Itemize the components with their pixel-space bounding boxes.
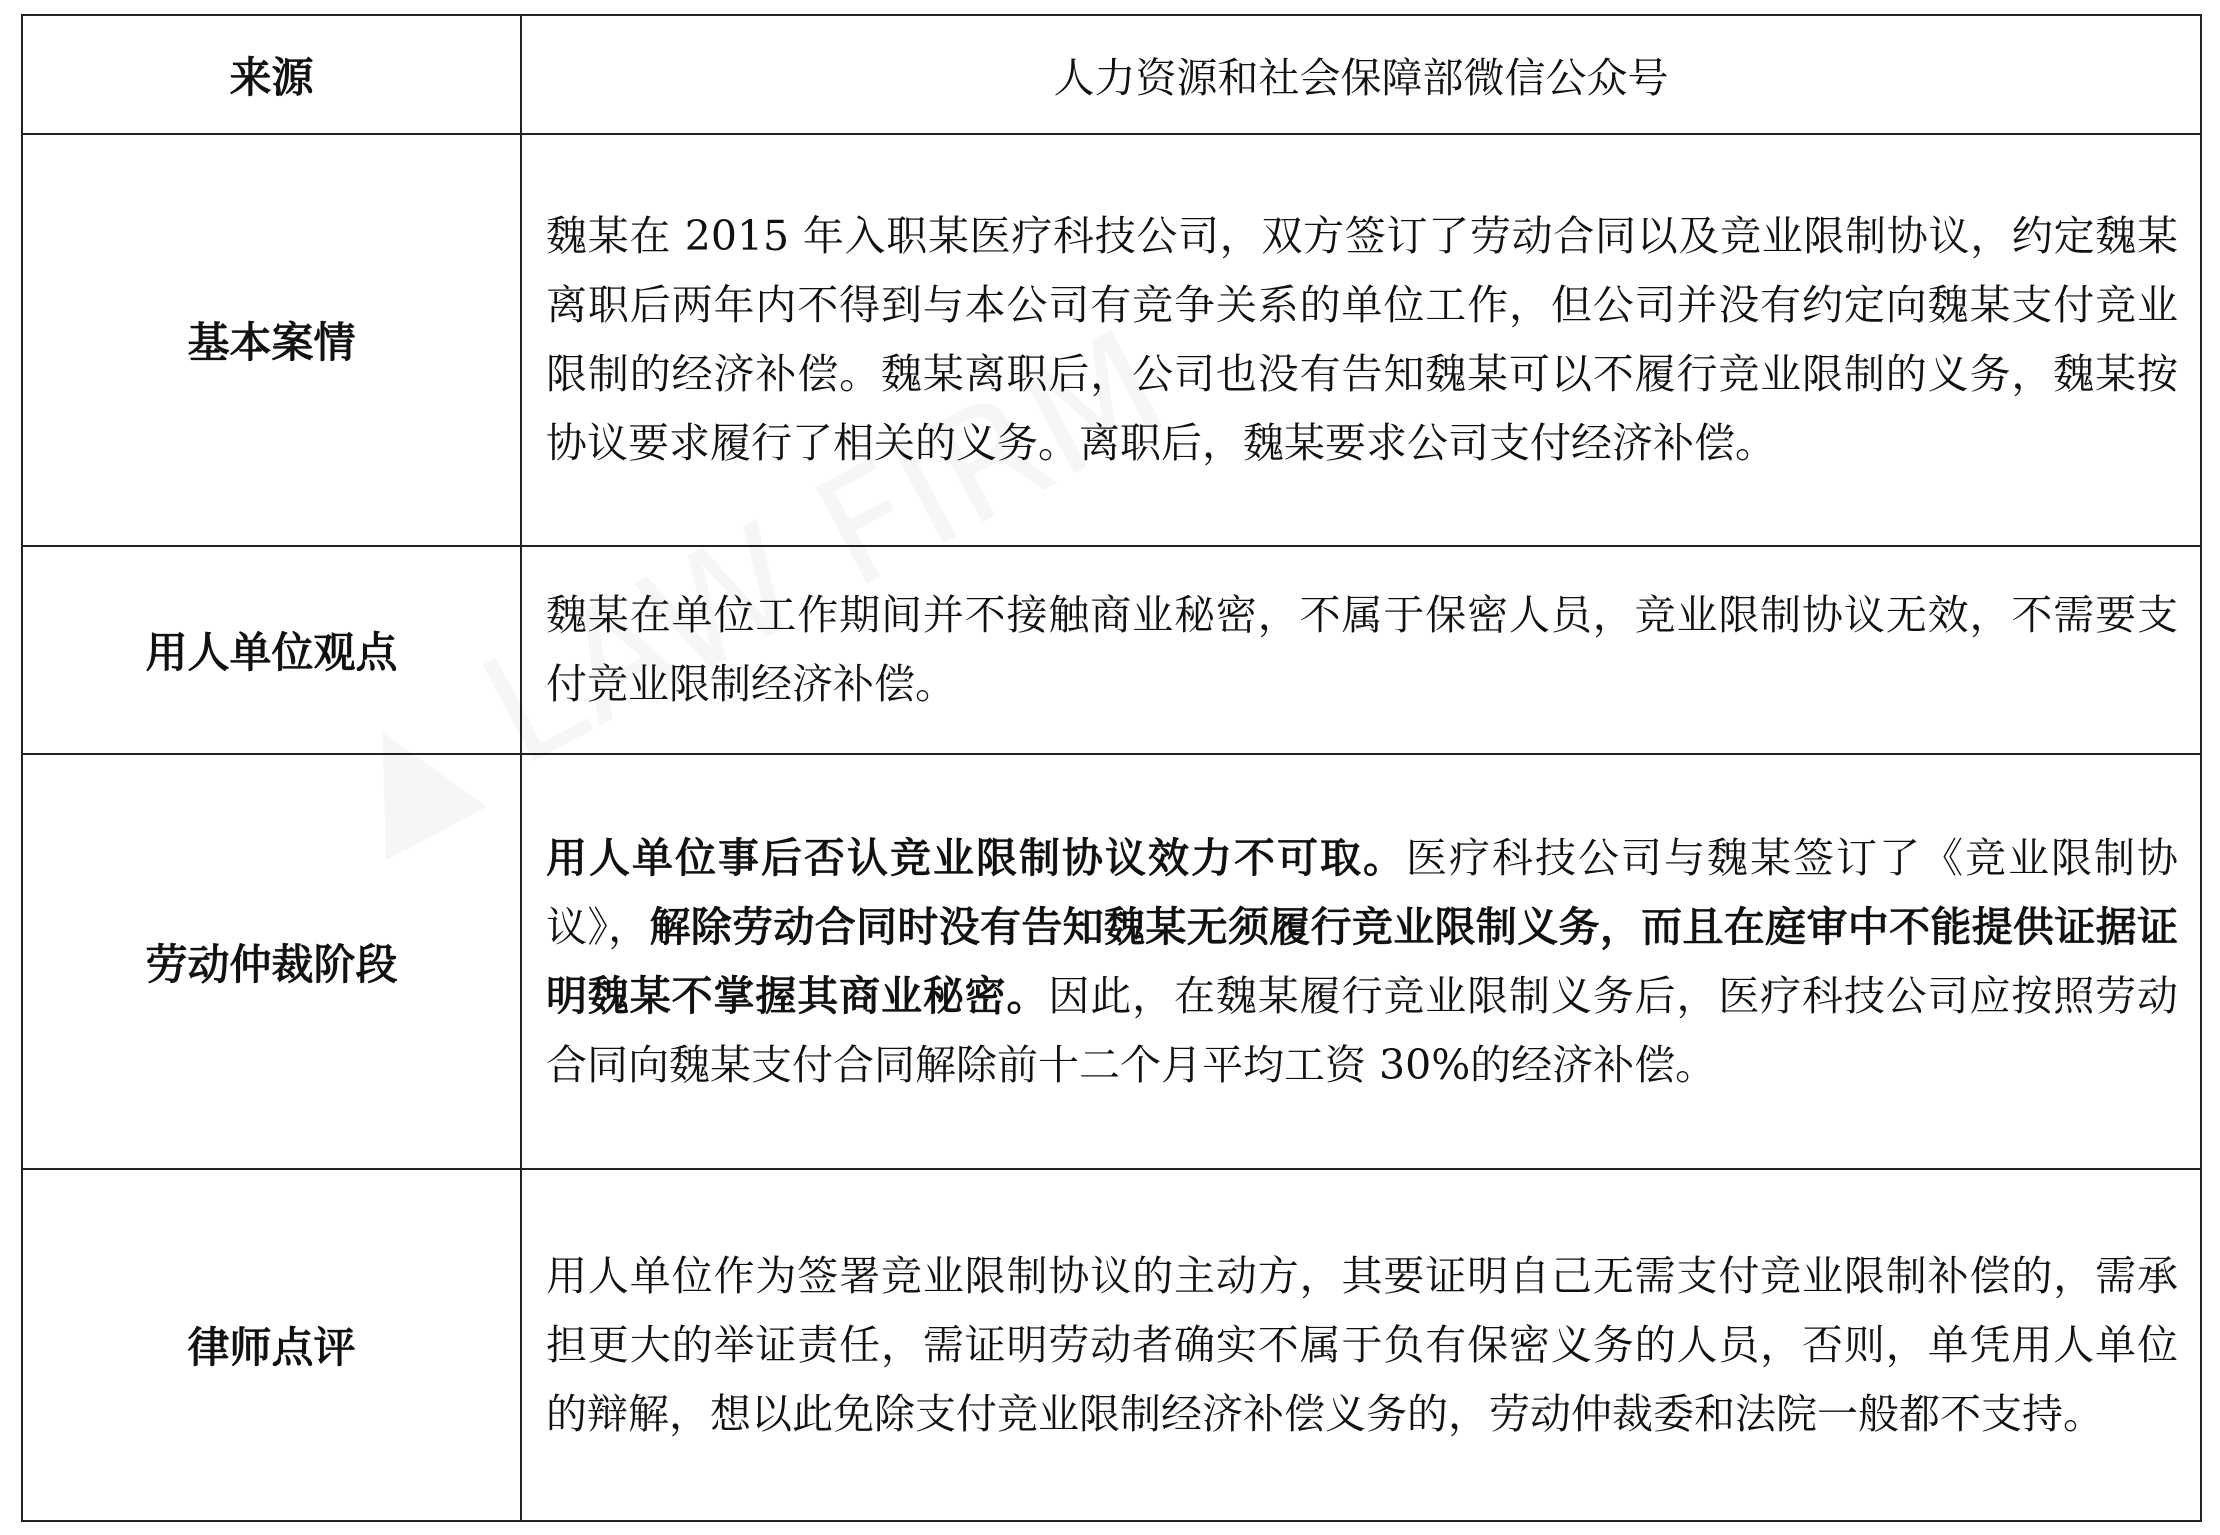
- row-label: 用人单位观点: [22, 546, 521, 754]
- content-text: 魏某在单位工作期间并不接触商业秘密，不属于保密人员，竞业限制协议无效，不需要支付竞业限制经济补偿。: [546, 591, 2178, 708]
- header-row: [22, 15, 2201, 134]
- bold-text: 用人单位事后否认竞业限制协议效力不可取。: [546, 833, 1406, 882]
- row-content: [521, 134, 2201, 546]
- header-label: 来源: [22, 15, 521, 134]
- content-text: 用人单位作为签署竞业限制协议的主动方，其要证明自己无需支付竞业限制补偿的，需承担更大的举证责任，需证明劳动者确实不属于负有保密义务的人员，否则，单凭用人单位的辩解，想以此免除支付竞业限制经济补偿义务的，劳动仲裁委和法院一般都不支持。: [546, 1251, 2178, 1438]
- row-label: 基本案情: [22, 134, 521, 546]
- table-row-arbitration: [22, 754, 2201, 1169]
- table-row-basic-facts: [22, 134, 2201, 546]
- table-row-lawyer-comment: [22, 1169, 2201, 1521]
- table-row-employer-view: [22, 546, 2201, 754]
- content-text: 魏某在 2015 年入职某医疗科技公司，双方签订了劳动合同以及竞业限制协议，约定魏某离职后两年内不得到与本公司有竞争关系的单位工作，但公司并没有约定向魏某支付竞业限制的经济补偿。魏某离职后，公司也没有告知魏某可以不履行竞业限制的义务，魏某按协议要求履行了相关的义务。离职后，魏某要求公司支付经济补偿。: [546, 212, 2178, 467]
- content-text: 医疗科技公司与魏某签订了《竞业限制协议》，: [546, 833, 2178, 951]
- row-content: [521, 546, 2201, 754]
- row-label: 律师点评: [22, 1169, 521, 1521]
- content-text: 因此，在魏某履行竞业限制义务后，医疗科技公司应按照劳动合同向魏某支付合同解除前十二个月平均工资 30%的经济补偿。: [546, 971, 2178, 1089]
- row-label: 劳动仲裁阶段: [22, 754, 521, 1169]
- case-table: [21, 14, 2202, 1522]
- bold-text: 解除劳动合同时没有告知魏某无须履行竞业限制义务，而且在庭审中不能提供证据证明魏某不掌握其商业秘密。: [546, 902, 2179, 1020]
- row-content: [521, 1169, 2201, 1521]
- header-value: 人力资源和社会保障部微信公众号: [521, 15, 2201, 134]
- row-content: [521, 754, 2201, 1169]
